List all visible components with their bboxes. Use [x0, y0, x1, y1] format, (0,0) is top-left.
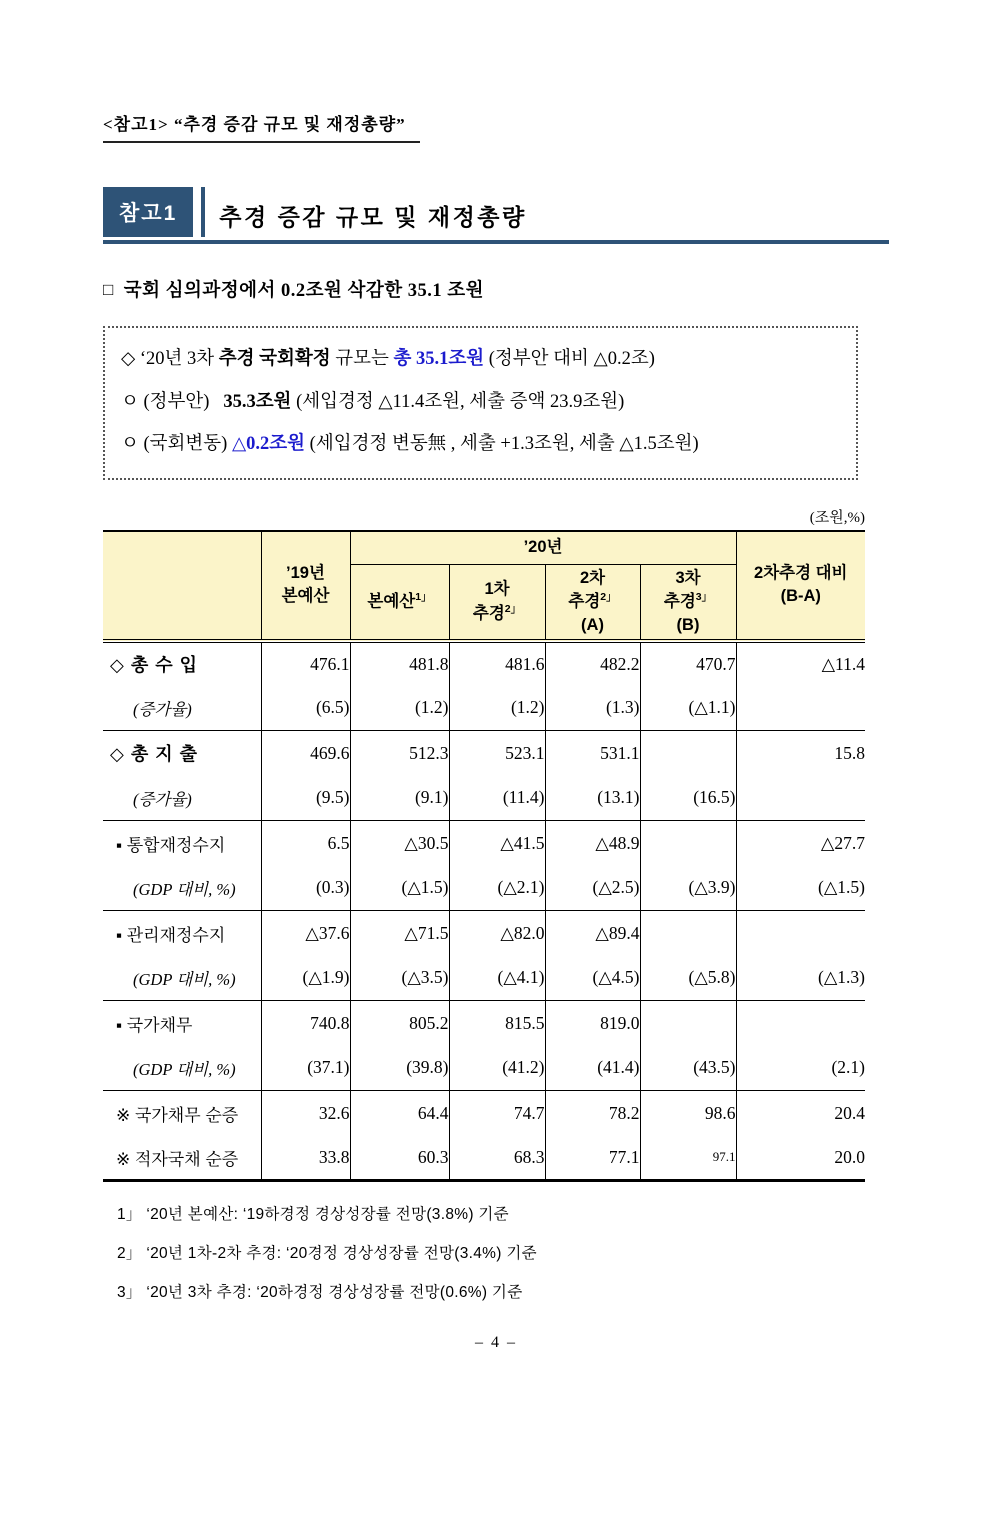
header-text: (B): [676, 615, 700, 634]
table-cell: (9.1): [350, 776, 449, 821]
table-cell: (0.3): [261, 866, 350, 911]
table-cell: 469.6: [261, 731, 350, 776]
table-cell: 98.6: [640, 1091, 736, 1136]
row-label: (증가율): [103, 776, 261, 821]
table-cell: [736, 1001, 865, 1046]
header-text: 추경: [663, 592, 696, 611]
table-cell: (△2.5): [545, 866, 640, 911]
table-cell: (△2.1): [449, 866, 545, 911]
header-text: ’19년: [286, 563, 325, 582]
table-cell: (9.5): [261, 776, 350, 821]
text-segment-bold: 추경 국회확정: [218, 349, 331, 369]
table-cell: △11.4: [821, 653, 866, 674]
square-bullet-icon: □: [103, 280, 114, 299]
table-cell: 740.8: [261, 1001, 350, 1046]
table-cell: (△3.9): [640, 866, 736, 911]
table-cell: (△3.5): [350, 956, 449, 1001]
table-cell: (1.2): [449, 686, 545, 731]
table-cell: △30.5: [350, 821, 449, 866]
header-text: 2차: [579, 568, 606, 587]
table-cell: 481.6: [449, 641, 545, 686]
table-cell: △37.6: [261, 911, 350, 956]
table-cell: 68.3: [449, 1136, 545, 1181]
table-cell: 74.7: [449, 1091, 545, 1136]
table-cell: (41.4): [545, 1046, 640, 1091]
text-segment-highlight: 총 35.1조원: [393, 349, 485, 369]
table-cell: △89.4: [545, 911, 640, 956]
table-cell: (△1.1): [640, 686, 736, 731]
table-cell: (△5.8): [640, 956, 736, 1001]
summary-box: [103, 326, 858, 480]
header-col-main-budget: [350, 565, 449, 641]
table-cell: 97.1: [640, 1136, 736, 1181]
footnote-mark: 2」: [600, 590, 617, 603]
table-cell: 470.7: [640, 641, 736, 686]
table-cell: 20.0: [834, 1146, 866, 1167]
table-body: [103, 641, 865, 1181]
table-row-total-revenue: [103, 641, 865, 686]
text-segment-highlight: △0.2조원: [231, 434, 306, 454]
table-unit-note: (조원,%): [809, 509, 865, 526]
header-col-supp1: [449, 565, 545, 641]
quote-header-text: <참고1> “추경 증감 규모 및 재정총량”: [103, 110, 420, 143]
footnote-1: 1」 ‘20년 본예산: ‘19하경정 경상성장률 전망(3.8%) 기준: [117, 1206, 509, 1223]
footnote-2: 2」 ‘20년 1차-2차 추경: ‘20경정 경상성장률 전망(3.4%) 기준: [117, 1245, 537, 1262]
header-text: 1차: [484, 580, 510, 599]
header-text: 본예산: [281, 587, 330, 605]
row-label: ▪ 국가채무: [103, 1001, 261, 1046]
table-row-expenditure-growth: [103, 776, 865, 821]
document-page: [0, 110, 992, 1513]
box-line-government-plan: [121, 393, 842, 412]
table-cell: (2.1): [736, 1046, 865, 1091]
header-text: 추경: [472, 604, 505, 622]
row-label: ▪ 통합재정수지: [103, 821, 261, 866]
header-text: 2차추경 대비: [754, 563, 848, 582]
table-row-total-expenditure: [103, 731, 865, 776]
table-cell: (41.2): [449, 1046, 545, 1091]
table-cell: △27.7: [820, 832, 866, 853]
table-cell: [640, 911, 736, 956]
header-text: 본예산: [367, 592, 416, 611]
header-col-2019-budget: [261, 531, 350, 641]
row-label: ◇ 총 수 입: [103, 641, 261, 686]
header-text: 3차: [675, 568, 701, 587]
row-label: ▪ 관리재정수지: [103, 911, 261, 956]
table-row-debt-net-increase: [103, 1091, 865, 1136]
table-cell: (11.4): [449, 776, 545, 821]
table-cell: △82.0: [449, 911, 545, 956]
table-cell: 15.8: [834, 742, 866, 763]
table-cell: (39.8): [350, 1046, 449, 1091]
header-col-supp3: [640, 565, 736, 641]
text-segment: (세입경정 △11.4조원, 세출 증액 23.9조원): [291, 391, 625, 412]
row-label: ◇ 총 지 출: [103, 731, 261, 776]
table-cell: 20.4: [834, 1102, 866, 1123]
table-cell: (1.3): [545, 686, 640, 731]
reference-badge: 참고1: [103, 187, 193, 237]
quote-header: [103, 110, 889, 143]
table-cell: [640, 821, 736, 866]
summary-bullet-line: [103, 276, 889, 302]
text-segment: ◇ ‘20년 3차: [121, 349, 219, 369]
table-cell: △41.5: [449, 821, 545, 866]
fiscal-summary-table: [103, 530, 865, 1183]
box-line-assembly-change: [121, 435, 842, 454]
header-text: (A): [581, 615, 604, 634]
header-group-2020: ’20년: [350, 531, 736, 565]
table-cell: 805.2: [350, 1001, 449, 1046]
row-label: ※ 적자국채 순증: [103, 1136, 261, 1181]
table-cell: (△1.5): [350, 866, 449, 911]
text-segment: ㅇ (정부안): [121, 391, 224, 412]
table-cell: 64.4: [350, 1091, 449, 1136]
text-segment: (세입경정 변동無 , 세출 +1.3조원, 세출 △1.5조원): [305, 434, 699, 454]
table-cell: [736, 911, 865, 956]
table-row-deficit-bond-net-increase: [103, 1136, 865, 1181]
table-cell: (△4.1): [449, 956, 545, 1001]
table-cell: 819.0: [545, 1001, 640, 1046]
row-label: (GDP 대비, %): [103, 956, 261, 1001]
row-label: (GDP 대비, %): [103, 866, 261, 911]
table-cell: 60.3: [350, 1136, 449, 1181]
table-cell: [640, 731, 736, 776]
table-cell: (△1.5): [736, 866, 865, 911]
footnotes: [117, 1202, 889, 1302]
text-segment: 규모는: [330, 349, 394, 369]
table-cell: (43.5): [640, 1046, 736, 1091]
table-cell: (6.5): [261, 686, 350, 731]
row-label: ※ 국가채무 순증: [103, 1091, 261, 1136]
header-text: (B-A): [780, 587, 821, 605]
table-row-managed-gdp-ratio: [103, 956, 865, 1001]
summary-bullet-text: 국회 심의과정에서 0.2조원 삭감한 35.1 조원: [123, 281, 484, 301]
table-cell: (△1.9): [261, 956, 350, 1001]
table-row-debt-gdp-ratio: [103, 1046, 865, 1091]
footnote-3: 3」 ‘20년 3차 추경: ‘20하경정 경상성장률 전망(0.6%) 기준: [117, 1284, 523, 1301]
text-segment-bold: 35.3조원: [223, 391, 292, 412]
table-cell: [736, 686, 865, 731]
row-label: (GDP 대비, %): [103, 1046, 261, 1091]
table-cell: 77.1: [545, 1136, 640, 1181]
table-cell: △48.9: [545, 821, 640, 866]
row-label: (증가율): [103, 686, 261, 731]
table-header: [103, 531, 865, 641]
table-cell: (16.5): [640, 776, 736, 821]
table-cell: 78.2: [545, 1091, 640, 1136]
table-cell: (1.2): [350, 686, 449, 731]
table-cell: [736, 776, 865, 821]
table-cell: (13.1): [545, 776, 640, 821]
footnote-mark: 2」: [504, 602, 522, 615]
table-cell: 523.1: [449, 731, 545, 776]
page-title: 추경 증감 규모 및 재정총량: [219, 204, 527, 230]
table-cell: △71.5: [350, 911, 449, 956]
table-row-consolidated-balance: [103, 821, 865, 866]
table-cell: 482.2: [545, 641, 640, 686]
table-cell: 6.5: [261, 821, 350, 866]
table-cell: 481.8: [350, 641, 449, 686]
page-number: – 4 –: [475, 1334, 517, 1351]
section-title-block: [103, 187, 889, 244]
table-cell: 531.1: [545, 731, 640, 776]
footnote-mark: 1」: [415, 590, 432, 603]
header-col-diff: [736, 531, 865, 641]
table-cell: (△4.5): [545, 956, 640, 1001]
table-cell: 32.6: [261, 1091, 350, 1136]
table-row-consolidated-gdp-ratio: [103, 866, 865, 911]
table-row-national-debt: [103, 1001, 865, 1046]
text-segment: ㅇ (국회변동): [121, 434, 232, 454]
footnote-mark: 3」: [695, 590, 713, 603]
table-cell: 476.1: [261, 641, 350, 686]
table-cell: [640, 1001, 736, 1046]
box-line-confirmed-scale: [121, 350, 842, 369]
table-cell: 512.3: [350, 731, 449, 776]
text-segment: (정부안 대비 △0.2조): [484, 349, 655, 369]
header-text: 추경: [568, 592, 601, 611]
table-cell: (37.1): [261, 1046, 350, 1091]
table-cell: 815.5: [449, 1001, 545, 1046]
header-corner-cell: [103, 531, 261, 641]
table-cell: (△1.3): [736, 956, 865, 1001]
table-cell: 33.8: [261, 1136, 350, 1181]
header-col-supp2: [545, 565, 640, 641]
table-row-managed-balance: [103, 911, 865, 956]
table-row-revenue-growth: [103, 686, 865, 731]
